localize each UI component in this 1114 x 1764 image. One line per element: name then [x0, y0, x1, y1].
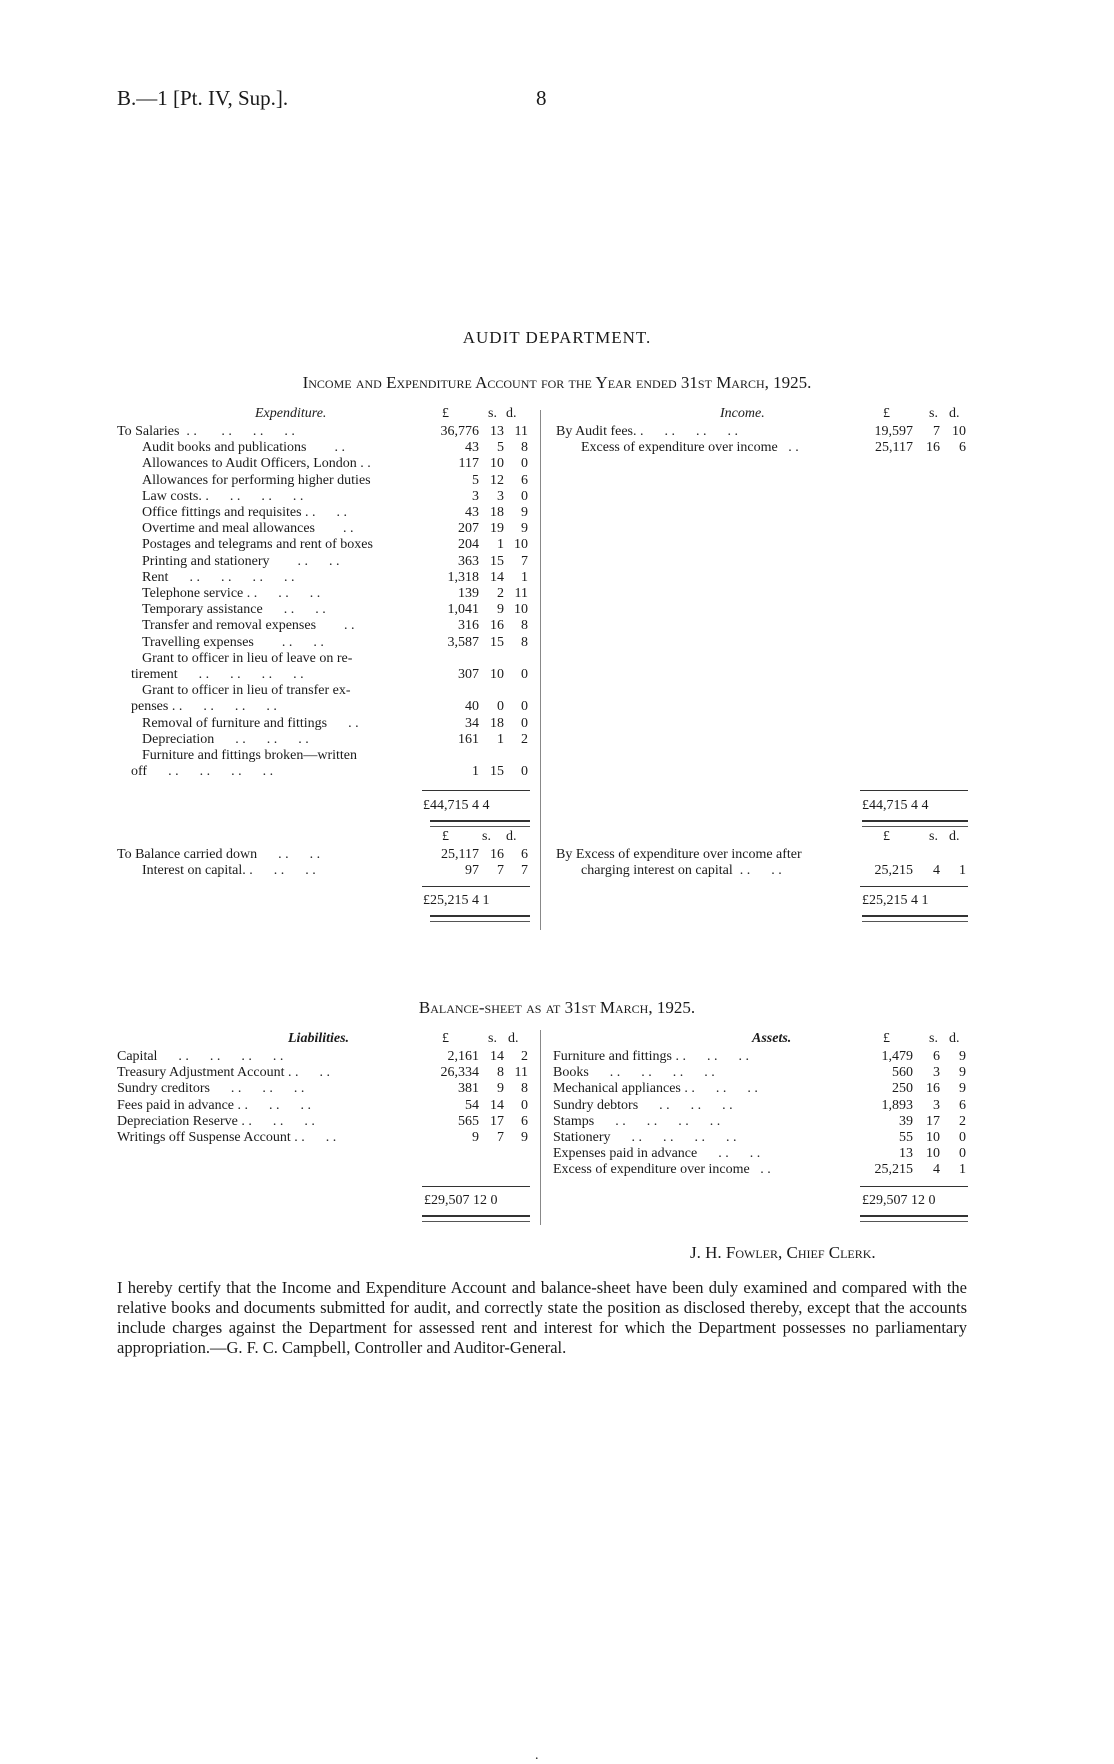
row-shillings: 14	[490, 569, 504, 585]
row-label: Depreciation Reserve . . . . . .	[117, 1113, 315, 1129]
ledger-row	[117, 1098, 530, 1114]
exp-balance-rule	[422, 886, 530, 887]
row-label: Excess of expenditure over income . .	[581, 440, 799, 456]
ledger-row	[117, 699, 530, 715]
ledger-row	[556, 847, 968, 863]
row-pounds: 36,776	[440, 424, 479, 439]
page-title: AUDIT DEPARTMENT.	[462, 328, 652, 347]
row-shillings: 15	[490, 764, 504, 780]
row-pounds: 1	[472, 764, 479, 780]
row-pence: 0	[521, 667, 528, 682]
row-label: Audit books and publications . .	[142, 440, 345, 456]
row-pence: 11	[514, 586, 528, 601]
row-label: Travelling expenses . . . .	[142, 634, 324, 650]
row-shillings: 16	[926, 440, 940, 456]
inc-subtotal-rule	[860, 790, 968, 791]
row-pounds: 1,893	[881, 1097, 913, 1113]
row-pounds: 19,597	[874, 424, 913, 439]
row-pounds: 207	[458, 521, 479, 537]
row-pence: 0	[521, 715, 528, 731]
ledger-row	[553, 1146, 968, 1162]
row-pounds: 250	[892, 1081, 913, 1097]
row-shillings: 4	[933, 1162, 940, 1178]
row-pounds: 204	[458, 537, 479, 553]
ledger-row	[117, 683, 530, 699]
inc-balance-double-rule	[862, 915, 968, 922]
ledger-row	[117, 716, 530, 732]
ledger-row	[117, 1130, 530, 1146]
row-shillings: 3	[933, 1097, 940, 1113]
exp-total-double-rule	[430, 820, 530, 827]
row-label: Grant to officer in lieu of transfer ex-	[142, 683, 351, 699]
assets-heading: Assets.	[752, 1031, 792, 1046]
exp-unit-pence: d.	[506, 406, 517, 421]
liabilities-double-rule	[422, 1215, 530, 1222]
row-label: Fees paid in advance . . . . . .	[117, 1097, 312, 1113]
ledger-row	[556, 440, 968, 456]
row-pounds: 25,117	[875, 440, 913, 456]
exp-bal-unit-pence: d.	[506, 829, 517, 844]
inc-balance-rule	[860, 886, 968, 887]
row-pounds: 97	[465, 863, 479, 879]
liabilities-heading: Liabilities.	[288, 1031, 350, 1046]
row-pounds: 55	[899, 1130, 913, 1145]
row-label: Allowances to Audit Officers, London . .	[142, 456, 371, 472]
row-pence: 6	[959, 1097, 966, 1113]
row-pence: 1	[959, 863, 966, 879]
row-label: Transfer and removal expenses . .	[142, 618, 355, 634]
inc-bal-unit-shillings: s.	[929, 829, 938, 844]
ledger-row	[117, 489, 530, 505]
row-shillings: 17	[926, 1113, 940, 1129]
income-heading: Income.	[720, 406, 765, 421]
ledger-row	[117, 456, 530, 472]
row-pence: 11	[514, 1065, 528, 1081]
row-pence: 6	[521, 847, 528, 862]
ledger-row	[117, 1114, 530, 1130]
ledger-row	[117, 505, 530, 521]
row-pence: 9	[521, 521, 528, 537]
row-pounds: 381	[458, 1081, 479, 1097]
ledger-row	[553, 1049, 968, 1065]
row-pence: 6	[959, 440, 966, 456]
inc-unit-pounds: £	[883, 406, 890, 421]
row-pence: 9	[959, 1081, 966, 1097]
row-shillings: 10	[490, 456, 504, 472]
row-pounds: 5	[472, 472, 479, 488]
row-pounds: 1,479	[881, 1049, 913, 1064]
row-label: Treasury Adjustment Account . . . .	[117, 1065, 330, 1081]
row-pounds: 40	[465, 699, 479, 715]
row-label: Depreciation . . . . . .	[142, 731, 309, 747]
row-label: Stamps . . . . . . . .	[553, 1113, 721, 1129]
ledger-row	[553, 1162, 968, 1178]
row-pence: 0	[521, 699, 528, 715]
row-label: Allowances for performing higher duties	[142, 472, 371, 488]
center-divider	[540, 410, 541, 930]
row-shillings: 7	[497, 1130, 504, 1145]
exp-bal-unit-shillings: s.	[482, 829, 491, 844]
row-pence: 2	[521, 1049, 528, 1064]
row-shillings: 3	[497, 488, 504, 504]
row-shillings: 15	[490, 634, 504, 650]
asset-unit-pounds: £	[883, 1031, 890, 1046]
assets-double-rule	[860, 1215, 968, 1222]
row-pence: 7	[521, 863, 528, 879]
ledger-row	[117, 748, 530, 764]
row-label: By Audit fees. . . . . . . .	[556, 424, 738, 439]
row-label: Sundry debtors . . . . . .	[553, 1097, 733, 1113]
row-pence: 6	[521, 472, 528, 488]
page-number: 8	[536, 86, 547, 110]
row-pence: 8	[521, 634, 528, 650]
inc-total-double-rule	[862, 820, 968, 827]
row-pence: 2	[521, 731, 528, 747]
row-shillings: 1	[497, 731, 504, 747]
row-pence: 0	[959, 1130, 966, 1145]
row-pence: 1	[959, 1162, 966, 1178]
row-pounds: 54	[465, 1097, 479, 1113]
row-label: Expenses paid in advance . . . .	[553, 1146, 761, 1162]
ledger-row	[553, 1114, 968, 1130]
row-pence: 0	[521, 764, 528, 780]
row-label: Telephone service . . . . . .	[142, 586, 321, 601]
row-pence: 8	[521, 1081, 528, 1097]
row-pounds: 1,318	[447, 569, 479, 585]
row-pounds: 26,334	[440, 1065, 479, 1081]
row-label: Office fittings and requisites . . . .	[142, 505, 348, 520]
ledger-row	[117, 635, 530, 651]
row-label: Excess of expenditure over income . .	[553, 1162, 771, 1178]
assets-rule	[860, 1186, 968, 1187]
row-shillings: 1	[497, 537, 504, 553]
exp-bal-unit-pounds: £	[442, 829, 449, 844]
row-pounds: 117	[458, 456, 479, 472]
row-pounds: 565	[458, 1113, 479, 1129]
row-shillings: 16	[926, 1081, 940, 1097]
assets-total: £29,507 12 0	[862, 1193, 936, 1208]
ledger-row	[117, 586, 530, 602]
balance-sheet-title: Balance-sheet as at 31st March, 1925.	[418, 998, 696, 1017]
ledger-row	[117, 732, 530, 748]
row-label: Removal of furniture and fittings . .	[142, 715, 359, 731]
row-pence: 11	[514, 424, 528, 439]
row-label: off . . . . . . . .	[117, 764, 274, 780]
inc-unit-shillings: s.	[929, 406, 938, 421]
ledger-row	[117, 1065, 530, 1081]
ledger-row	[553, 1098, 968, 1114]
row-pounds: 34	[465, 715, 479, 731]
row-shillings: 5	[497, 440, 504, 456]
row-pounds: 363	[458, 553, 479, 569]
row-pounds: 307	[458, 667, 479, 682]
inc-bal-unit-pence: d.	[949, 829, 960, 844]
row-shillings: 19	[490, 521, 504, 537]
exp-unit-shillings: s.	[488, 406, 497, 421]
row-shillings: 10	[926, 1146, 940, 1162]
expenditure-heading: Expenditure.	[255, 406, 327, 421]
row-pounds: 13	[899, 1146, 913, 1162]
income-total: £44,715 4 4	[862, 798, 929, 813]
row-label: Furniture and fittings broken—written	[142, 748, 358, 763]
row-label: Law costs. . . . . . . .	[142, 488, 304, 504]
row-label: By Excess of expenditure over income after	[556, 847, 802, 862]
row-pence: 8	[521, 440, 528, 456]
row-pence: 9	[521, 505, 528, 520]
row-shillings: 2	[497, 586, 504, 601]
ledger-row	[117, 651, 530, 667]
row-pence: 10	[514, 602, 528, 618]
row-shillings: 12	[490, 472, 504, 488]
row-shillings: 16	[490, 618, 504, 634]
row-pounds: 9	[472, 1130, 479, 1145]
row-label: Books . . . . . . . .	[553, 1065, 715, 1081]
row-pence: 8	[521, 618, 528, 634]
row-pounds: 2,161	[447, 1049, 479, 1064]
row-label: tirement . . . . . . . .	[117, 667, 304, 682]
ledger-row	[117, 424, 530, 440]
row-shillings: 7	[497, 863, 504, 879]
ledger-row	[117, 473, 530, 489]
row-label: charging interest on capital . . . .	[581, 863, 782, 879]
row-pence: 0	[521, 488, 528, 504]
expenditure-balance-total: £25,215 4 1	[423, 893, 490, 908]
income-balance-total: £25,215 4 1	[862, 893, 929, 908]
row-shillings: 10	[926, 1130, 940, 1145]
row-shillings: 10	[490, 667, 504, 682]
balance-sheet-divider	[540, 1030, 541, 1225]
ledger-row	[117, 521, 530, 537]
row-label: Writings off Suspense Account . . . .	[117, 1130, 337, 1145]
row-label: Sundry creditors . . . . . .	[117, 1081, 305, 1097]
row-pounds: 43	[465, 440, 479, 456]
row-label: Capital . . . . . . . .	[117, 1049, 284, 1064]
row-shillings: 8	[497, 1065, 504, 1081]
row-shillings: 6	[933, 1049, 940, 1064]
row-shillings: 14	[490, 1097, 504, 1113]
row-shillings: 0	[497, 699, 504, 715]
row-pence: 9	[959, 1049, 966, 1064]
row-label: Overtime and meal allowances . .	[142, 521, 354, 537]
ledger-row	[117, 847, 530, 863]
row-shillings: 9	[497, 1081, 504, 1097]
ledger-row	[117, 618, 530, 634]
row-shillings: 17	[490, 1113, 504, 1129]
ledger-row	[117, 764, 530, 780]
ledger-row	[117, 537, 530, 553]
row-shillings: 16	[490, 847, 504, 862]
liabilities-rule	[422, 1186, 530, 1187]
row-pounds: 25,117	[441, 847, 479, 862]
exp-balance-double-rule	[430, 915, 530, 922]
exp-subtotal-rule	[422, 790, 530, 791]
row-label: Printing and stationery . . . .	[142, 553, 340, 569]
row-pence: 7	[521, 553, 528, 569]
row-shillings: 18	[490, 715, 504, 731]
row-pence: 0	[521, 456, 528, 472]
row-label: Furniture and fittings . . . . . .	[553, 1049, 749, 1064]
footer-mark: .	[535, 1748, 539, 1763]
liabilities-total: £29,507 12 0	[424, 1193, 498, 1208]
row-pounds: 560	[892, 1065, 913, 1081]
inc-unit-pence: d.	[949, 406, 960, 421]
row-pence: 2	[959, 1113, 966, 1129]
inc-bal-unit-pounds: £	[883, 829, 890, 844]
liab-unit-pence: d.	[508, 1031, 519, 1046]
row-label: Rent . . . . . . . .	[142, 569, 295, 585]
row-pence: 10	[514, 537, 528, 553]
row-pounds: 39	[899, 1113, 913, 1129]
liab-unit-shillings: s.	[488, 1031, 497, 1046]
ledger-row	[117, 602, 530, 618]
row-pence: 9	[521, 1130, 528, 1145]
row-pounds: 161	[458, 731, 479, 747]
row-label: Stationery . . . . . . . .	[553, 1130, 737, 1145]
row-pounds: 139	[458, 586, 479, 601]
row-shillings: 14	[490, 1049, 504, 1064]
ledger-row	[553, 1065, 968, 1081]
exp-unit-pounds: £	[442, 406, 449, 421]
ledger-row	[117, 1049, 530, 1065]
row-pounds: 316	[458, 618, 479, 634]
asset-unit-shillings: s.	[929, 1031, 938, 1046]
ledger-row	[117, 440, 530, 456]
ledger-row	[553, 1081, 968, 1097]
row-label: Temporary assistance . . . .	[142, 602, 326, 618]
expenditure-total: £44,715 4 4	[423, 798, 490, 813]
ledger-row	[117, 667, 530, 683]
row-pence: 6	[521, 1113, 528, 1129]
liab-unit-pounds: £	[442, 1031, 449, 1046]
row-pence: 0	[959, 1146, 966, 1162]
ledger-row	[117, 1081, 530, 1097]
ledger-row	[117, 570, 530, 586]
row-pounds: 3	[472, 488, 479, 504]
row-label: penses . . . . . . . .	[117, 699, 277, 715]
row-label: To Salaries . . . . . . . .	[117, 424, 295, 439]
row-pounds: 25,215	[874, 863, 913, 879]
row-label: Interest on capital. . . . . .	[142, 863, 316, 879]
page-header: B.—1 [Pt. IV, Sup.].	[117, 86, 289, 110]
row-pence: 0	[521, 1097, 528, 1113]
row-shillings: 4	[933, 863, 940, 879]
ledger-row	[556, 424, 968, 440]
row-pence: 9	[959, 1065, 966, 1081]
row-pounds: 3,587	[447, 634, 479, 650]
row-shillings: 18	[490, 505, 504, 520]
row-pence: 10	[952, 424, 966, 439]
row-pounds: 1,041	[447, 602, 479, 618]
row-shillings: 3	[933, 1065, 940, 1081]
account-subtitle: Income and Expenditure Account for the Year ended 31st March, 1925.	[302, 373, 812, 392]
row-label: To Balance carried down . . . .	[117, 847, 321, 862]
signature: J. H. Fowler, Chief Clerk.	[690, 1243, 876, 1262]
row-shillings: 15	[490, 553, 504, 569]
audit-certificate: I hereby certify that the Income and Expenditure Account and balance-sheet have been duly examined and compared with the relative books and documents submitted for audit, and correctly state the position as disclosed thereby, except that the accounts include charges against the Department for assessed rent and interest for which the Department possesses no parliamentary appropriation.—G. F. C. Campbell, Controller and Auditor-General.	[117, 1278, 967, 1357]
asset-unit-pence: d.	[949, 1031, 960, 1046]
row-shillings: 9	[497, 602, 504, 618]
row-shillings: 7	[933, 424, 940, 439]
ledger-row	[117, 863, 530, 879]
ledger-row	[556, 863, 968, 879]
row-pounds: 43	[465, 505, 479, 520]
row-label: Mechanical appliances . . . . . .	[553, 1081, 758, 1097]
ledger-row	[553, 1130, 968, 1146]
row-label: Grant to officer in lieu of leave on re-	[142, 650, 353, 666]
row-pounds: 25,215	[874, 1162, 913, 1178]
row-pence: 1	[521, 569, 528, 585]
row-shillings: 13	[490, 424, 504, 439]
ledger-row	[117, 554, 530, 570]
row-label: Postages and telegrams and rent of boxes	[142, 537, 373, 553]
